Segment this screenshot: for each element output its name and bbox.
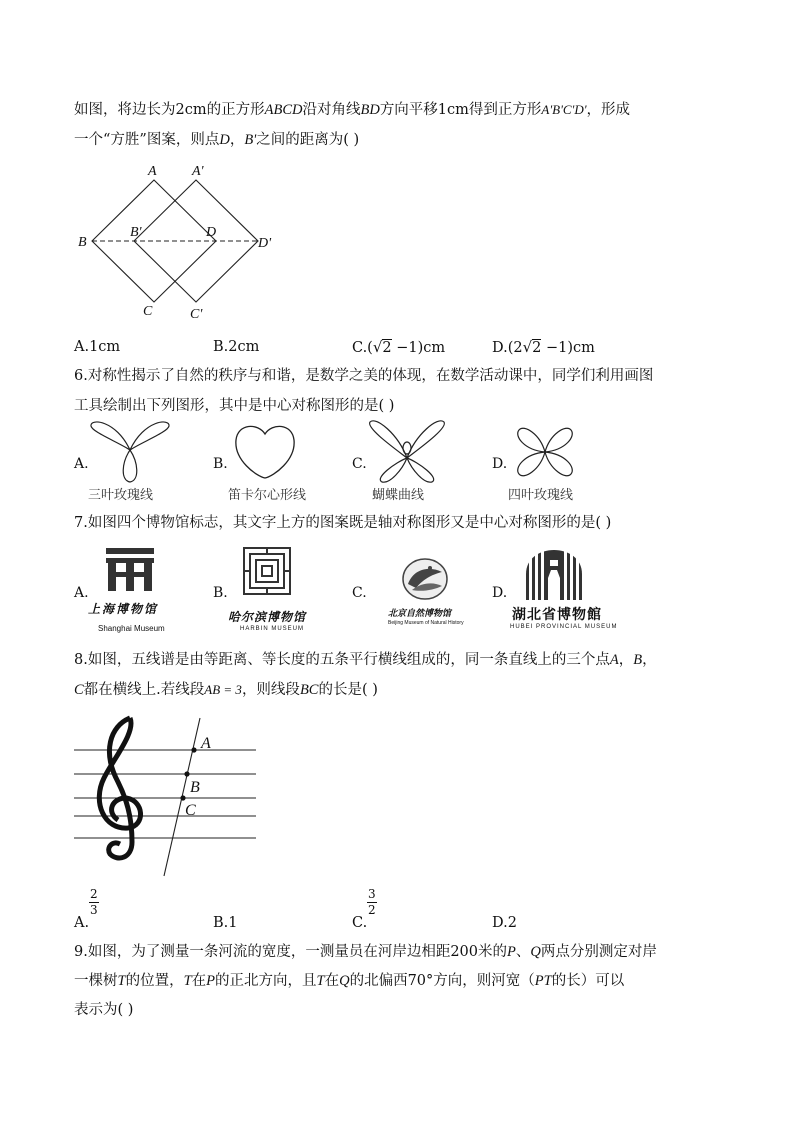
q9-text-line1: 9.如图，为了测量一条河流的宽度，一测量员在河岸边相距200米的P、Q两点分别测定对岸 (74, 944, 657, 960)
beijing-natural-history-logo (400, 556, 450, 602)
label-D: D (206, 225, 217, 240)
treble-clef (99, 718, 140, 858)
point-a (191, 747, 196, 752)
q5-choice-c: C.(√2 −1)cm (352, 338, 446, 356)
label-C: C (185, 802, 196, 819)
q5-text-line1: 如图，将边长为2cm的正方形ABCD沿对角线BD方向平移1cm得到正方形A'B'C'D'，形成 (74, 102, 630, 118)
label-B: B (190, 779, 200, 796)
label-B: B (78, 235, 87, 250)
q6-option-b-caption: 笛卡尔心形线 (228, 488, 307, 503)
q6-option-c-caption: 蝴蝶曲线 (372, 488, 425, 503)
q9-text-line3: 表示为( ) (74, 1002, 134, 1018)
q5-square-figure (70, 158, 290, 328)
q5-choice-a: A.1cm (74, 339, 121, 355)
cardioid-figure (230, 420, 300, 482)
q6-option-a-letter: A. (74, 456, 89, 472)
label-A: A (201, 735, 211, 752)
q5-choice-d: D.(2√2 −1)cm (492, 338, 595, 356)
three-leaf-rose-figure (86, 418, 176, 486)
label-A: A (148, 164, 157, 179)
label-D-prime: D' (258, 236, 272, 251)
q7-option-c-sub: Beijing Museum of Natural History (388, 620, 464, 626)
q8-text-line2: C都在横线上.若线段AB = 3，则线段BC的长是( ) (74, 682, 378, 698)
q5-text-line2: 一个“方胜”图案，则点D，B'之间的距离为( ) (74, 132, 360, 148)
four-leaf-rose-figure (510, 420, 580, 484)
q6-text-line2: 工具绘制出下列图形，其中是中心对称图形的是( ) (74, 398, 395, 414)
label-A-prime: A' (192, 164, 204, 179)
q8-choice-c-fraction: $\frac{3}{2}$ (368, 887, 376, 917)
q7-option-b-sub: HARBIN MUSEUM (240, 626, 305, 632)
q6-option-d-caption: 四叶玫瑰线 (508, 488, 574, 503)
q6-option-a-caption: 三叶玫瑰线 (88, 488, 154, 503)
q7-option-b-letter: B. (213, 585, 228, 601)
harbin-museum-logo (242, 546, 292, 596)
q6-option-b-letter: B. (213, 456, 228, 472)
q7-option-b-name: 哈尔滨博物馆 (228, 610, 307, 624)
q7-text-line1: 7.如图四个博物馆标志，其文字上方的图案既是轴对称图形又是中心对称图形的是( ) (74, 515, 612, 531)
q7-option-d-sub: HUBEI PROVINCIAL MUSEUM (510, 624, 618, 630)
q7-option-d-letter: D. (492, 585, 508, 601)
q8-choice-d: D.2 (492, 915, 517, 931)
q8-text-line1: 8.如图，五线谱是由等距离、等长度的五条平行横线组成的，同一条直线上的三个点A，B， (74, 652, 657, 668)
q7-option-c-name: 北京自然博物馆 (388, 609, 452, 619)
q7-option-a-letter: A. (74, 585, 89, 601)
label-C: C (143, 304, 153, 319)
label-C-prime: C' (190, 307, 203, 322)
label-B-prime: B' (130, 225, 142, 240)
q7-option-c-letter: C. (352, 585, 367, 601)
q6-option-d-letter: D. (492, 456, 508, 472)
q5-choice-b: B.2cm (213, 339, 260, 355)
point-c (180, 795, 185, 800)
q8-choice-b: B.1 (213, 915, 238, 931)
q8-choice-c: C. (352, 915, 368, 931)
q8-staff-figure (74, 712, 264, 878)
hubei-museum-logo (522, 548, 586, 602)
q8-choice-a-fraction: $\frac{2}{3}$ (90, 887, 98, 917)
q7-option-d-name: 湖北省博物館 (512, 607, 602, 623)
q6-option-c-letter: C. (352, 456, 367, 472)
shanghai-museum-logo (104, 546, 156, 594)
q7-option-a-name: 上海博物馆 (88, 602, 159, 616)
point-b (184, 771, 189, 776)
q8-choice-a: A. (74, 915, 90, 931)
q7-option-a-sub: Shanghai Museum (98, 624, 165, 633)
butterfly-curve-figure (364, 418, 450, 486)
q6-text-line1: 6.对称性揭示了自然的秩序与和谐，是数学之美的体现，在数学活动课中，同学们利用画图 (74, 368, 654, 384)
q9-text-line2: 一棵树T的位置，T在P的正北方向，且T在Q的北偏西70°方向，则河宽（PT的长）可以 (74, 973, 625, 989)
